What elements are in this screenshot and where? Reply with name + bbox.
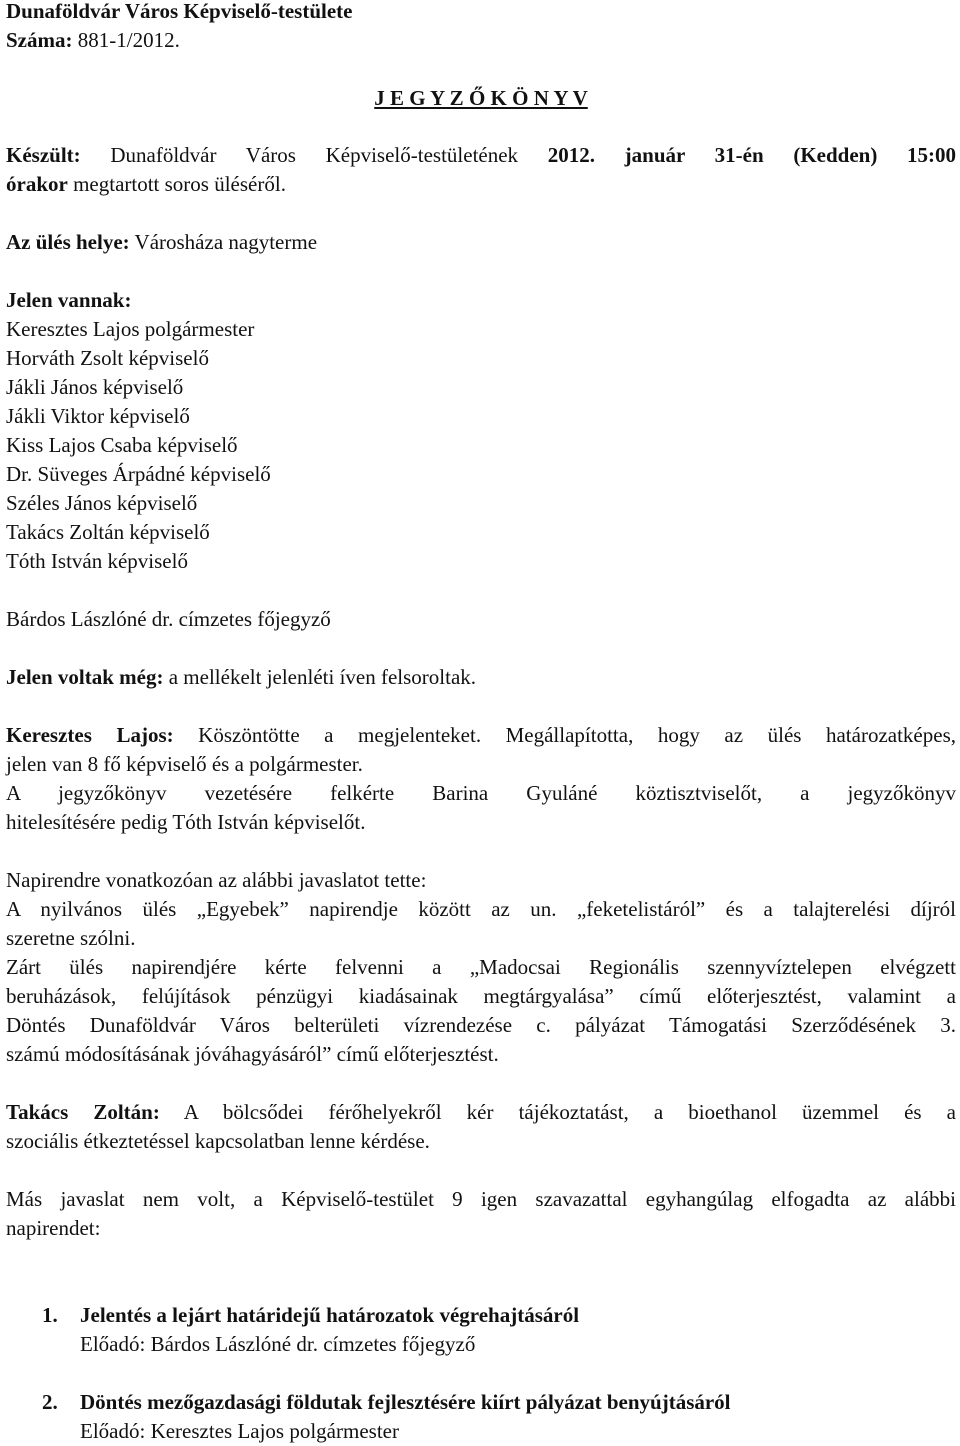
prepared-line-2 <box>6 170 956 199</box>
agenda-item-number: 1. <box>42 1303 58 1327</box>
member-line: Horváth Zsolt képviselő <box>6 346 209 370</box>
also-present-line <box>6 663 956 692</box>
vote-block <box>6 1185 956 1243</box>
takacs-line-2: szociális étkeztetéssel kapcsolatban lenne kérdése. <box>6 1129 430 1153</box>
notary-block <box>6 605 956 634</box>
member-line: Kiss Lajos Csaba képviselő <box>6 433 238 457</box>
proposal-line-5: beruházások, felújítások pénzügyi kiadásainak megtárgyalása” című előterjesztést, valamint a <box>6 984 956 1008</box>
agenda-item-presenter: Előadó: Bárdos Lászlóné dr. címzetes főjegyző <box>80 1332 476 1356</box>
member-line: Tóth István képviselő <box>6 549 188 573</box>
keresztes-block <box>6 721 956 837</box>
agenda-item-content <box>80 1301 579 1359</box>
prepared-line-1 <box>6 141 956 170</box>
proposal-line-2: A nyilvános ülés „Egyebek” napirendje között az un. „feketelistáról” és a talajterelési díjról <box>6 897 956 921</box>
proposal-line-7: számú módosításának jóváhagyásáról” című előterjesztést. <box>6 1042 499 1066</box>
organization-name: Dunaföldvár Város Képviselő-testülete <box>6 0 353 23</box>
document-header <box>6 0 956 55</box>
document-title-block <box>6 84 956 113</box>
proposal-line-4: Zárt ülés napirendjére kérte felvenni a „Madocsai Regionális szennyvíztelepen elvégzett <box>6 955 956 979</box>
number-value: 881-1/2012. <box>77 28 180 52</box>
prepared-text: Dunaföldvár Város Képviselő-testületének <box>110 143 519 167</box>
prepared-label: Készült: <box>6 143 81 167</box>
present-label: Jelen vannak: <box>6 288 132 312</box>
notary-line: Bárdos Lászlóné dr. címzetes főjegyző <box>6 607 331 631</box>
vote-line-1: Más javaslat nem volt, a Képviselő-testület 9 igen szavazattal egyhangúlag elfogadta az alábbi <box>6 1187 956 1211</box>
paragraph-text: Köszöntötte a megjelenteket. Megállapította, hogy az ülés határozatképes, <box>198 723 956 747</box>
agenda-item-presenter: Előadó: Keresztes Lajos polgármester <box>80 1419 399 1443</box>
keresztes-line-4: hitelesítésére pedig Tóth István képviselőt. <box>6 810 366 834</box>
vote-line-2: napirendet: <box>6 1216 101 1240</box>
prepared-text-2: megtartott soros üléséről. <box>73 172 286 196</box>
venue-label: Az ülés helye: <box>6 230 130 254</box>
keresztes-line-3: A jegyzőkönyv vezetésére felkérte Barina Gyuláné köztisztviselőt, a jegyzőkönyv <box>6 781 956 805</box>
member-line: Dr. Süveges Árpádné képviselő <box>6 462 271 486</box>
also-present-value: a mellékelt jelenléti íven felsoroltak. <box>168 665 477 689</box>
proposal-line-6: Döntés Dunaföldvár Város belterületi vízrendezése c. pályázat Támogatási Szerződésének 3. <box>6 1013 956 1037</box>
keresztes-line-1 <box>6 721 956 750</box>
speaker-name: Takács Zoltán: <box>6 1100 160 1124</box>
takacs-line-1 <box>6 1098 956 1127</box>
agenda-proposal-block <box>6 866 956 1069</box>
member-line: Jákli Viktor képviselő <box>6 404 190 428</box>
agenda-item-content <box>80 1388 731 1446</box>
proposal-line-1: Napirendre vonatkozóan az alábbi javaslatot tette: <box>6 868 427 892</box>
agenda-item-number: 2. <box>42 1390 58 1414</box>
document-title: J E G Y Z Ő K Ö N Y V <box>374 86 588 110</box>
member-line: Keresztes Lajos polgármester <box>6 317 255 341</box>
speaker-name: Keresztes Lajos: <box>6 723 174 747</box>
takacs-block <box>6 1098 956 1156</box>
proposal-line-3: szeretne szólni. <box>6 926 136 950</box>
member-line: Széles János képviselő <box>6 491 198 515</box>
member-line: Takács Zoltán képviselő <box>6 520 210 544</box>
also-present-block <box>6 663 956 692</box>
paragraph-text: A bölcsődei férőhelyekről kér tájékoztatást, a bioethanol üzemmel és a <box>183 1100 956 1124</box>
venue-block <box>6 228 956 257</box>
venue-value: Városháza nagyterme <box>134 230 318 254</box>
agenda-item-title: Döntés mezőgazdasági földutak fejlesztésére kiírt pályázat benyújtásáról <box>80 1390 731 1414</box>
venue-line <box>6 228 956 257</box>
prepared-block <box>6 141 956 199</box>
also-present-label: Jelen voltak még: <box>6 665 164 689</box>
agenda-item-title: Jelentés a lejárt határidejű határozatok végrehajtásáról <box>80 1303 580 1327</box>
meeting-date: 2012. január 31-én (Kedden) 15:00 <box>547 143 956 167</box>
meeting-time-word: órakor <box>6 172 68 196</box>
present-block <box>6 286 956 576</box>
number-label: Száma: <box>6 28 73 52</box>
keresztes-line-2: jelen van 8 fő képviselő és a polgármester. <box>6 752 363 776</box>
document-number <box>6 26 956 55</box>
member-line: Jákli János képviselő <box>6 375 184 399</box>
